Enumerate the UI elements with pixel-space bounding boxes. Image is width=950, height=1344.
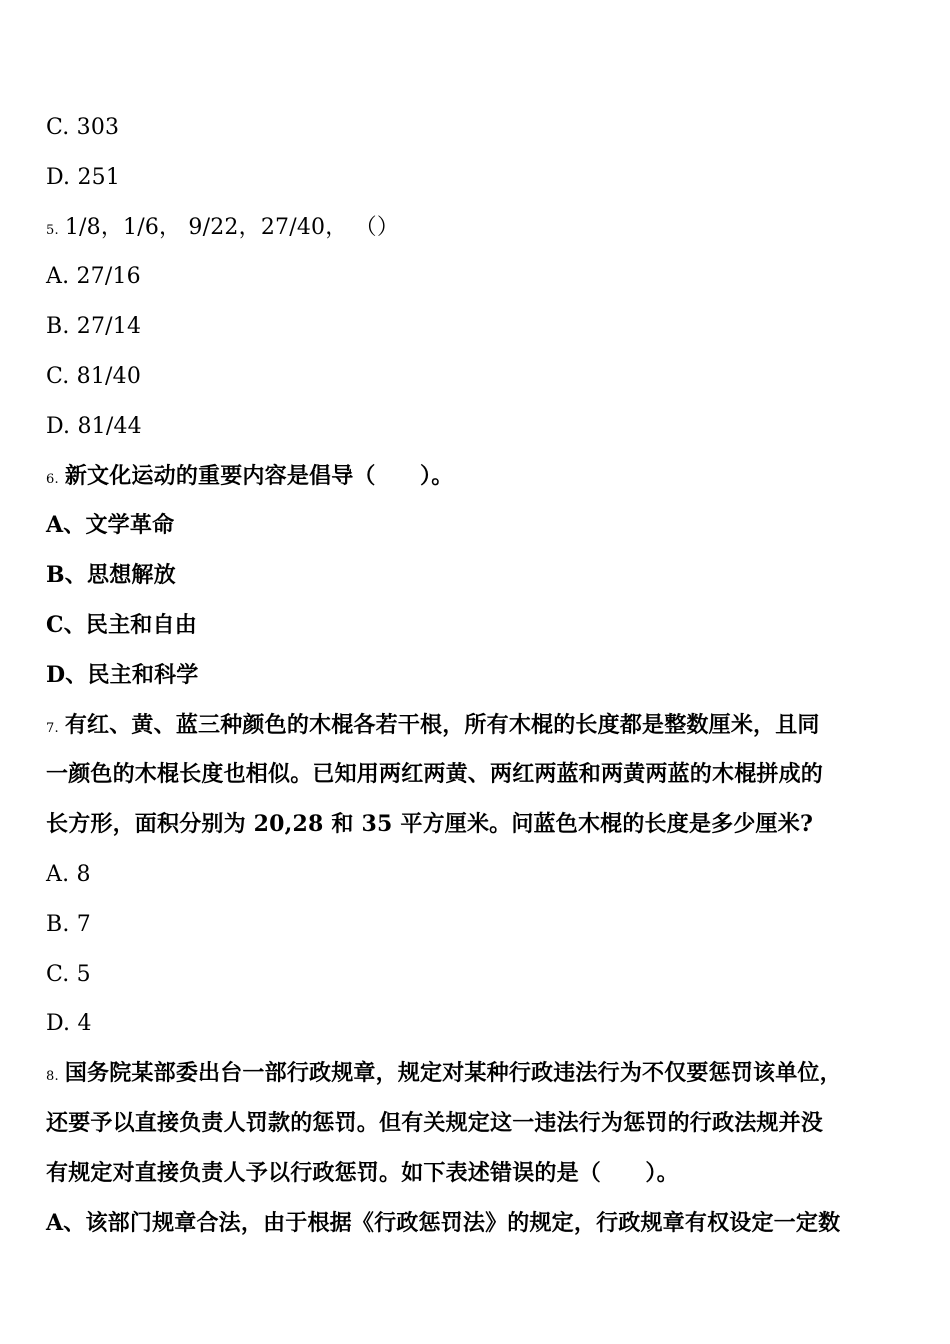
choice-line [46, 501, 906, 551]
option-line [46, 302, 906, 352]
question-text: 有规定对直接负责人予以行政惩罚。如下表述错误的是（ ）。 [46, 1159, 679, 1186]
option-text: D. 4 [46, 1011, 92, 1037]
question-continuation [46, 750, 906, 800]
option-line [46, 999, 906, 1049]
choice-text: A、文学革命 [46, 512, 175, 539]
choice-line [46, 551, 906, 601]
question-text: 有红、黄、蓝三种颜色的木棍各若干根，所有木棍的长度都是整数厘米，且同 [64, 711, 820, 738]
option-line [46, 103, 906, 153]
option-line [46, 900, 906, 950]
question-number: 6. [46, 471, 59, 487]
option-line [46, 950, 906, 1000]
question-number: 7. [46, 720, 59, 736]
question-text: 新文化运动的重要内容是倡导（ ）。 [64, 462, 454, 489]
option-text: D. 251 [46, 164, 121, 190]
choice-line [46, 1199, 906, 1249]
option-text: B. 7 [46, 911, 91, 937]
question-text: 还要予以直接负责人罚款的惩罚。但有关规定这一违法行为惩罚的行政法规并没 [46, 1109, 824, 1136]
question-continuation [46, 1099, 906, 1149]
choice-text: C、民主和自由 [46, 611, 197, 638]
question-line [46, 452, 906, 502]
choice-text: B、思想解放 [46, 562, 176, 589]
option-line [46, 402, 906, 452]
question-continuation [46, 800, 906, 850]
option-line [46, 252, 906, 302]
question-number: 5. [46, 222, 59, 238]
option-text: C. 81/40 [46, 363, 142, 389]
question-number: 8. [46, 1069, 59, 1085]
option-line [46, 153, 906, 203]
document-page [46, 103, 906, 1248]
choice-line [46, 651, 906, 701]
choice-line [46, 601, 906, 651]
choice-text: D、民主和科学 [46, 661, 199, 688]
choice-text: A、该部门规章合法，由于根据《行政惩罚法》的规定，行政规章有权设定一定数 [46, 1209, 841, 1236]
option-text: B. 27/14 [46, 314, 142, 340]
option-text: A. 27/16 [46, 264, 141, 290]
option-line [46, 352, 906, 402]
question-line [46, 701, 906, 751]
question-continuation [46, 1149, 906, 1199]
question-text: 国务院某部委出台一部行政规章，规定对某种行政违法行为不仅要惩罚该单位， [64, 1060, 842, 1087]
option-line [46, 850, 906, 900]
option-text: C. 303 [46, 115, 120, 140]
option-text: C. 5 [46, 961, 91, 987]
question-line [46, 1049, 906, 1099]
option-text: A. 8 [46, 861, 91, 887]
option-text: D. 81/44 [46, 413, 142, 439]
question-text: 一颜色的木棍长度也相似。已知用两红两黄、两红两蓝和两黄两蓝的木棍拼成的 [46, 761, 824, 788]
question-text: 长方形，面积分别为 20,28 和 35 平方厘米。问蓝色木棍的长度是多少厘米? [46, 811, 814, 838]
question-line [46, 203, 906, 253]
question-text: 1/8，1/6， 9/22，27/40， （） [64, 214, 400, 240]
